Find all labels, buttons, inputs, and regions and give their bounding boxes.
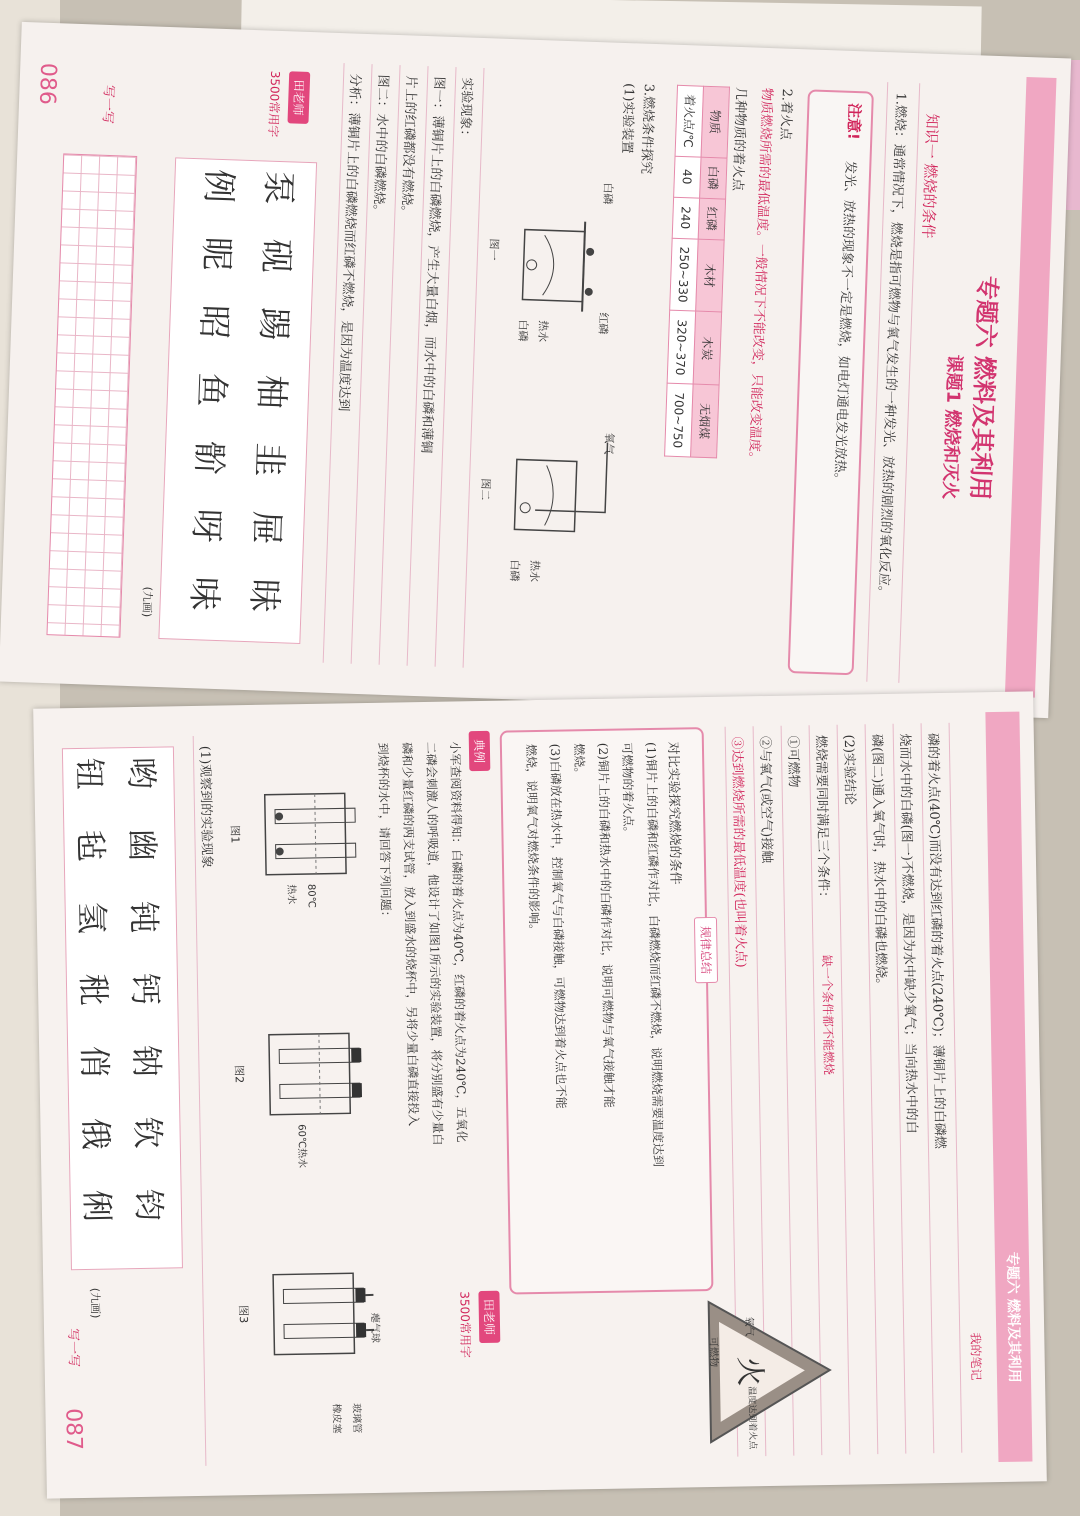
body-line: (2)实验结论 — [840, 734, 857, 806]
definition-line: 1.燃烧：通常情况下，燃烧是指可燃物与氧气发生的一种发光、放热的剧烈的氧化反应。 — [875, 92, 908, 599]
question-line: (1)观察到的实验现象 — [196, 745, 214, 869]
page-number: 086 — [33, 62, 61, 106]
write-hint: 写一写 — [99, 84, 116, 125]
write-hint: 写一写 — [64, 1328, 81, 1368]
table-cell: 240 — [672, 197, 699, 239]
figure-caption: 图1 — [228, 825, 242, 844]
char-cell: 俐 — [77, 1189, 117, 1223]
fig-label: 红磷 — [596, 312, 611, 335]
right-header-side: 我的笔记 — [968, 1332, 984, 1381]
note-text: 发光、放热的现象不一定是燃烧，如电灯通电发光放热。 — [831, 160, 858, 486]
fig-label: 白磷 — [507, 559, 522, 582]
experiment-heading: 3.燃烧条件探究 — [637, 83, 657, 175]
example-tag: 典例 — [469, 731, 491, 771]
char-cell: 柚 — [250, 374, 292, 410]
ignition-heading: 2.着火点 — [777, 88, 794, 141]
body-line: ③达到燃烧所需的最低温度(也叫着火点) — [728, 736, 748, 968]
figure-caption: 图2 — [232, 1065, 246, 1084]
observation-heading: 实验现象： — [456, 77, 475, 143]
char-cell: 钮 — [70, 757, 109, 791]
char-cell: 钦 — [128, 1116, 167, 1150]
fig-label: 白磷 — [515, 319, 530, 342]
body-line: ②与氧气(或空气)接触 — [756, 735, 774, 864]
experiment-sub: (1)实验装置 — [618, 82, 637, 154]
body-line: 燃烧需要同时满足三个条件： — [812, 734, 831, 905]
rule-line — [463, 68, 485, 668]
char-cell: 骱 — [188, 439, 230, 476]
table-header-cell: 红磷 — [698, 198, 725, 240]
example-figure-3 — [253, 1243, 376, 1415]
table-header-cell: 木材 — [696, 239, 725, 313]
table-cell: 320~370 — [667, 311, 696, 385]
tian-teacher-tag: 田老师 — [478, 1291, 500, 1343]
char-cell: 昧 — [243, 577, 285, 614]
char-cell: 韭 — [248, 442, 290, 478]
observation-line: 图一：薄铜片上的白磷燃烧，产生大量白烟，而水中的白磷和薄铜 — [418, 76, 447, 454]
summary-line: 燃烧。 — [571, 743, 587, 780]
chapter-title: 专题六 燃料及其利用 — [965, 275, 1002, 501]
rule-line — [837, 725, 851, 1455]
left-page-content — [0, 22, 1071, 718]
char-cell: 钠 — [127, 1044, 166, 1078]
stroke-count: (九画) — [140, 586, 155, 618]
summary-line: 可燃物的着火点。 — [619, 742, 636, 839]
char-cell: 呀 — [185, 507, 227, 544]
lesson-title: 课题1 燃烧和灭火 — [938, 354, 965, 500]
summary-line: (1)铜片上的白磷和红磷作对比，白磷燃烧而红磷不燃烧，说明燃烧需要温度达到 — [643, 741, 666, 1168]
figure-caption: 图3 — [236, 1305, 250, 1324]
fig-label: 热水 — [535, 320, 550, 343]
char-cell: 昭 — [192, 304, 235, 340]
char-cell: 俄 — [76, 1117, 115, 1151]
figure-label: 60℃热水 — [295, 1124, 308, 1169]
figure-label: 80℃ — [305, 883, 317, 909]
char-cell: 钧 — [129, 1188, 169, 1222]
note-title: 注意! — [844, 102, 864, 141]
summary-line: 对比实验探究燃烧的条件 — [664, 741, 683, 885]
table-cell: 700~750 — [665, 383, 694, 457]
char-cell: 砚 — [255, 238, 297, 274]
triangle-label: 可燃物 — [707, 1336, 719, 1368]
char-cell: 踢 — [252, 306, 295, 342]
triangle-label: 火 — [731, 1356, 768, 1387]
char-cell: 屉 — [245, 510, 287, 546]
figure-label: 热水 — [285, 884, 297, 905]
char-cell: 钙 — [125, 972, 165, 1006]
char-cell: 毡 — [71, 829, 110, 863]
table-cell: 40 — [674, 156, 701, 198]
char-cell: 钝 — [124, 900, 164, 934]
char-cell: 俏 — [75, 1045, 114, 1079]
writing-grid — [46, 153, 137, 637]
fig-label: 氧气 — [602, 432, 616, 455]
summary-title: 规律总结 — [694, 917, 718, 983]
table-caption: 几种物质的着火点 — [729, 86, 748, 192]
observation-line: 分析：薄铜片上的白磷燃烧而红磷不燃烧，是因为温度达到 — [335, 73, 363, 412]
fig-caption: 图一 — [486, 238, 501, 261]
triangle-label: 温度达到着火点 — [746, 1386, 758, 1450]
body-line: 磷的着火点(40℃)而没有达到红磷的着火点(240℃)；薄铜片上的白磷燃 — [924, 732, 947, 1149]
stroke-count: (九画) — [88, 1287, 102, 1319]
example-line: 磷和少量红磷的两支试管，放入到盛水的烧杯中，另将少量白磷直接投入 — [399, 742, 421, 1127]
left-page — [0, 22, 1071, 718]
fig-label: 白磷 — [600, 182, 615, 205]
char-cell: 味 — [183, 575, 225, 612]
body-line: 烧而水中的白磷(图一)不燃烧，是因为水中缺少氧气；当向热水中的白 — [896, 733, 919, 1134]
summary-line: 燃烧，说明氧气对燃烧条件的影响。 — [523, 743, 542, 937]
tian-teacher-tag: 田老师 — [287, 71, 310, 124]
char-cell: 泵 — [257, 170, 299, 206]
example-line: 二磷会刺激人的呼吸道，他设计了如图1所示的实验装置，将分别盛有少量白 — [423, 741, 445, 1146]
char-cell: 例 — [197, 168, 239, 204]
body-line: ①可燃物 — [784, 735, 801, 788]
fig-caption: 图二 — [478, 478, 493, 501]
table-header-cell: 物质 — [701, 86, 729, 157]
right-page-content — [33, 691, 1047, 1498]
summary-line: (2)铜片上的白磷和热水中的白磷作对比，说明可燃物与氧气接触才能 — [595, 742, 617, 1108]
char-cell: 幽 — [123, 828, 162, 862]
note-box — [788, 89, 874, 675]
char-cell: 氢 — [72, 901, 112, 935]
observation-line: 图二：水中的白磷燃烧。 — [370, 74, 391, 218]
char-cell: 哟 — [122, 756, 161, 790]
summary-line: (3)白磷放在热水中，控制氧气与白磷接触，可燃物达到着火点也不能 — [547, 743, 569, 1109]
char-cell: 秕 — [73, 973, 113, 1007]
left-header-bar — [1005, 77, 1057, 698]
table-cell: 着火点/℃ — [675, 85, 703, 156]
triangle-label: 氧气 — [742, 1316, 755, 1337]
ignition-text: 物质燃烧所需的最低温度。一般情况下不能改变，只能改变温度。 — [745, 87, 774, 465]
right-header-chapter: 专题六 燃料及其利用 — [1003, 1251, 1023, 1383]
table-header-cell: 木炭 — [693, 312, 722, 386]
observation-line: 片上的红磷都没有燃烧。 — [398, 75, 419, 219]
table-cell: 250~330 — [670, 238, 699, 312]
char-cell: 昵 — [195, 236, 237, 272]
fig-label: 热水 — [527, 559, 542, 583]
char-cell: 鱼 — [190, 372, 232, 408]
condition-note: 缺一个条件都不能燃烧 — [819, 954, 836, 1076]
page-number: 087 — [60, 1407, 87, 1451]
section-heading: 知识一 燃烧的条件 — [918, 113, 942, 239]
example-line: 小军查阅资料得知：白磷的着火点为40℃，红磷的着火点为240℃，五氧化 — [447, 741, 469, 1143]
rule-line — [949, 723, 963, 1453]
example-line: 到烧杯的水中，请回答下列问题： — [375, 742, 393, 923]
figure-label: 玻璃管 — [350, 1403, 362, 1434]
table-header-cell: 无烟煤 — [691, 384, 720, 458]
body-line: 磷(图二)通入氧气时，热水中的白磷也燃烧。 — [868, 733, 889, 992]
figure-label: 橡皮塞 — [330, 1403, 342, 1434]
right-page — [33, 691, 1047, 1498]
char-3500-label: 3500常用字 — [457, 1291, 473, 1359]
figure-label: 瘪气球 — [368, 1312, 381, 1344]
char-3500-label: 3500常用字 — [265, 70, 283, 138]
table-header-cell: 白磷 — [700, 157, 727, 199]
ignition-table — [664, 85, 730, 459]
